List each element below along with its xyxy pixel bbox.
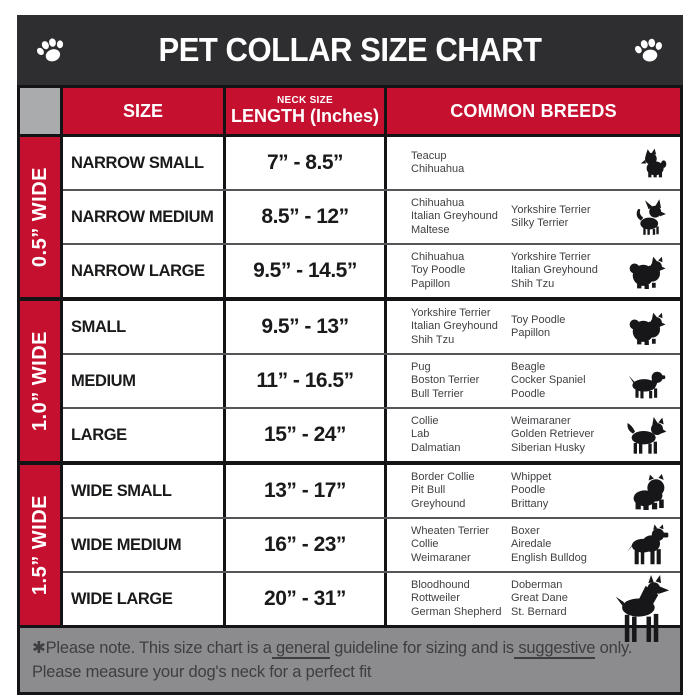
footnote-line-2: Please measure your dog's neck for a perfect fit — [32, 662, 372, 681]
neck-length-cell — [226, 245, 384, 297]
neck-length-cell — [226, 355, 384, 407]
size-name: NARROW LARGE — [71, 261, 205, 280]
breeds-cell — [387, 573, 680, 625]
breed-name: Italian Greyhound — [411, 320, 498, 333]
breeds-cell — [387, 465, 680, 517]
page-title: PET COLLAR SIZE CHART — [158, 31, 542, 68]
breed-name: Border Collie — [411, 470, 475, 483]
column-header-length — [226, 88, 384, 134]
width-strip — [20, 137, 60, 297]
chihuahua-icon — [632, 199, 670, 235]
pet-collar-size-chart — [17, 15, 683, 695]
breeds-column-1 — [411, 307, 511, 348]
size-name: SMALL — [71, 317, 126, 336]
breeds-cell — [387, 137, 680, 189]
size-name: WIDE LARGE — [71, 589, 173, 608]
size-cell — [63, 191, 223, 243]
width-group-1 — [20, 137, 680, 297]
breeds-cell — [387, 301, 680, 353]
breed-name: English Bulldog — [511, 551, 587, 564]
size-cell — [63, 409, 223, 461]
breeds-column-1 — [411, 471, 511, 512]
breed-name: Pug — [411, 360, 431, 373]
group-rows — [63, 301, 680, 461]
group-rows — [63, 465, 680, 625]
size-name: WIDE SMALL — [71, 481, 172, 500]
breed-name: Whippet — [511, 470, 552, 483]
breed-name: Wheaten Terrier — [411, 524, 490, 537]
neck-length-value: 13” - 17” — [264, 479, 346, 502]
neck-length-cell — [226, 191, 384, 243]
table-row-large — [63, 407, 680, 461]
breeds-column-2 — [511, 415, 624, 456]
breeds-cell — [387, 519, 680, 571]
breed-name: Chihuahua — [411, 196, 465, 209]
footnote-line-1 — [32, 637, 666, 661]
breed-name: Poodle — [511, 484, 546, 497]
footnote — [20, 628, 680, 692]
breed-name: Weimaraner — [511, 414, 571, 427]
table-row-wide-medium — [63, 517, 680, 571]
breeds-cell — [387, 355, 680, 407]
breed-name: St. Bernard — [511, 605, 567, 618]
size-name: MEDIUM — [71, 371, 136, 390]
breed-name: Toy Poodle — [411, 264, 466, 277]
neck-length-cell — [226, 137, 384, 189]
pit-bull-icon — [624, 523, 670, 567]
siberian-husky-icon — [620, 415, 670, 455]
breed-name: Maltese — [411, 223, 450, 236]
neck-size-label: NECK SIZE — [276, 95, 334, 107]
breeds-column-2 — [511, 525, 624, 566]
breeds-column-1 — [411, 415, 511, 456]
size-cell — [63, 519, 223, 571]
size-name: WIDE MEDIUM — [71, 535, 182, 554]
width-label: 1.0” WIDE — [28, 330, 51, 432]
table-row-narrow-large — [63, 243, 680, 297]
width-strip — [20, 465, 60, 625]
breed-name: Silky Terrier — [511, 217, 569, 229]
breed-name: Papillon — [511, 327, 551, 339]
breed-name: Beagle — [511, 360, 546, 373]
breed-name: Airedale — [511, 538, 552, 551]
paw-icon — [31, 30, 71, 70]
breed-name: Doberman — [511, 578, 563, 591]
breeds-column-2 — [511, 204, 624, 231]
breed-name: Collie — [411, 414, 439, 427]
neck-length-cell — [226, 409, 384, 461]
breeds-column-1 — [411, 150, 511, 177]
neck-length-value: 7” - 8.5” — [266, 151, 344, 174]
breed-name: Siberian Husky — [511, 441, 585, 454]
bulldog-icon — [626, 472, 670, 510]
footnote-text: guideline for sizing and is — [329, 639, 514, 657]
breed-name: Boxer — [511, 524, 540, 537]
yorkshire-terrier-icon — [636, 148, 670, 178]
breed-name: Yorkshire Terrier — [511, 250, 591, 263]
breeds-column-1 — [411, 579, 511, 620]
table-row-wide-large — [63, 571, 680, 625]
breeds-cell — [387, 191, 680, 243]
breed-name: Boston Terrier — [411, 374, 480, 387]
size-cell — [63, 137, 223, 189]
cocker-spaniel-icon — [622, 363, 670, 399]
breeds-column-1 — [411, 251, 511, 292]
neck-length-value: 16” - 23” — [264, 533, 346, 556]
paw-icon — [630, 31, 668, 69]
doberman-icon — [612, 575, 672, 651]
breeds-cell — [387, 409, 680, 461]
breeds-cell — [387, 245, 680, 297]
breeds-column-2 — [511, 314, 624, 341]
neck-length-cell — [226, 519, 384, 571]
neck-length-cell — [226, 301, 384, 353]
neck-length-value: 11” - 16.5” — [256, 369, 354, 392]
pomeranian-icon — [624, 253, 670, 289]
size-name: NARROW SMALL — [71, 153, 204, 172]
breed-name: Italian Greyhound — [411, 210, 498, 223]
breed-name: Yorkshire Terrier — [411, 306, 491, 319]
pomeranian-icon — [624, 309, 670, 345]
footnote-text: only. — [595, 639, 633, 657]
breed-name: Shih Tzu — [511, 277, 555, 290]
breed-name: Weimaraner — [411, 551, 471, 564]
table-body — [17, 137, 683, 625]
breed-name: Brittany — [511, 497, 549, 510]
table-row-medium — [63, 353, 680, 407]
size-cell — [63, 465, 223, 517]
breeds-column-1 — [411, 197, 511, 238]
breed-name: Great Dane — [511, 592, 568, 605]
size-cell — [63, 355, 223, 407]
breed-name: Bull Terrier — [411, 387, 464, 400]
neck-length-cell — [226, 573, 384, 625]
length-header-label: LENGTH (Inches) — [230, 105, 379, 126]
breed-name: Pit Bull — [411, 484, 446, 497]
breeds-column-2 — [511, 471, 624, 512]
corner-cell — [20, 88, 60, 134]
breed-name: Lab — [411, 428, 430, 441]
breed-name: Italian Greyhound — [511, 264, 598, 277]
size-name: NARROW MEDIUM — [71, 207, 214, 226]
width-group-2 — [20, 301, 680, 461]
width-group-3 — [20, 465, 680, 625]
column-header-size — [63, 88, 223, 134]
size-header-label: SIZE — [122, 100, 163, 121]
title-bar — [17, 15, 683, 85]
table-row-small — [63, 301, 680, 353]
breed-name: Poodle — [511, 387, 546, 400]
width-label: 1.5” WIDE — [28, 494, 51, 596]
footnote-underlined-word: suggestive — [513, 639, 596, 657]
table-header-row — [17, 88, 683, 134]
size-name: LARGE — [71, 425, 127, 444]
breeds-header-label: COMMON BREEDS — [450, 100, 617, 121]
breed-name: German Shepherd — [411, 605, 502, 618]
footnote-underlined-word: general — [271, 639, 330, 657]
breed-name: Chihuahua — [411, 163, 465, 175]
table-row-narrow-small — [63, 137, 680, 189]
neck-length-value: 9.5” - 14.5” — [253, 259, 357, 282]
breed-name: Golden Retriever — [511, 428, 595, 441]
breeds-column-1 — [411, 525, 511, 566]
breeds-column-2 — [511, 361, 624, 402]
breed-name: Collie — [411, 538, 439, 551]
neck-length-value: 15” - 24” — [264, 423, 346, 446]
column-header-breeds — [387, 88, 680, 134]
breeds-column-1 — [411, 361, 511, 402]
table-row-wide-small — [63, 465, 680, 517]
breed-name: Chihuahua — [411, 250, 465, 263]
neck-length-value: 9.5” - 13” — [261, 315, 349, 338]
breed-name: Dalmatian — [411, 441, 461, 454]
breed-name: Cocker Spaniel — [511, 374, 586, 387]
breed-name: Teacup — [411, 149, 447, 162]
footnote-text: ✱Please note. This size chart is a — [32, 639, 272, 657]
breed-name: Papillon — [411, 277, 451, 290]
breeds-column-2 — [511, 579, 624, 620]
neck-length-value: 20” - 31” — [264, 587, 346, 610]
size-cell — [63, 301, 223, 353]
neck-length-value: 8.5” - 12” — [261, 205, 349, 228]
breeds-column-2 — [511, 251, 624, 292]
width-strip — [20, 301, 60, 461]
breed-name: Yorkshire Terrier — [511, 203, 591, 216]
size-cell — [63, 245, 223, 297]
breed-name: Bloodhound — [411, 578, 470, 591]
breed-name: Shih Tzu — [411, 333, 455, 346]
breed-name: Toy Poodle — [511, 313, 566, 326]
breed-name: Rottweiler — [411, 592, 460, 605]
size-cell — [63, 573, 223, 625]
breed-name: Greyhound — [411, 497, 466, 510]
table-row-narrow-medium — [63, 189, 680, 243]
width-label: 0.5” WIDE — [28, 166, 51, 268]
neck-length-cell — [226, 465, 384, 517]
group-rows — [63, 137, 680, 297]
